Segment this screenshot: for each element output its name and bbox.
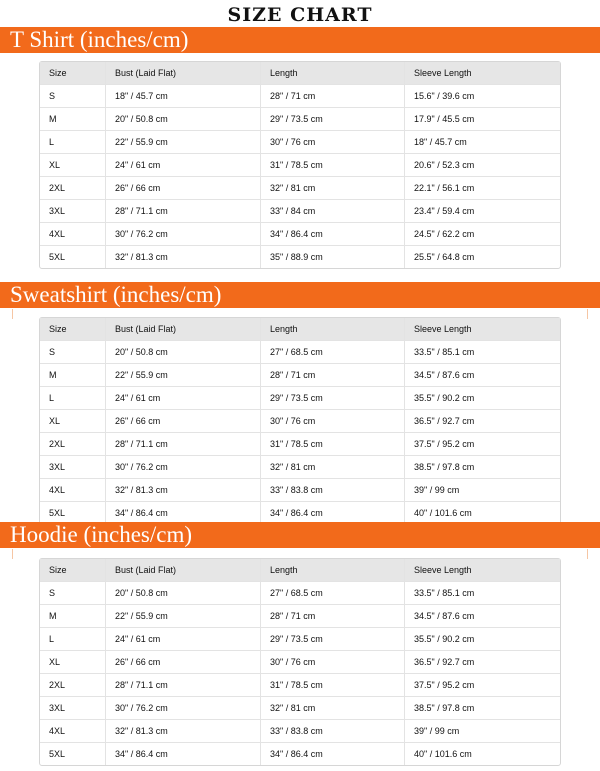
column-header: Sleeve Length [404,318,560,340]
measurement-cell: 34" / 86.4 cm [260,743,404,765]
measurement-cell: 28" / 71.1 cm [105,200,260,222]
divider-tick [587,309,588,319]
measurement-cell: 35.5" / 90.2 cm [404,387,560,409]
measurement-cell: 23.4" / 59.4 cm [404,200,560,222]
measurement-cell: 24" / 61 cm [105,154,260,176]
size-cell: 4XL [49,229,66,239]
table-header-row [40,559,560,582]
measurement-cell: 34" / 86.4 cm [105,743,260,765]
measurement-cell: 33.5" / 85.1 cm [404,582,560,604]
table-row [40,154,560,177]
section-title-hoodie: Hoodie (inches/cm) [10,522,193,547]
measurement-cell: 25.5" / 64.8 cm [404,246,560,268]
size-cell: S [49,347,56,357]
measurement-cell: 32" / 81 cm [260,697,404,719]
size-cell: M [49,114,57,124]
table-row [40,674,560,697]
measurement-cell: 26" / 66 cm [105,651,260,673]
measurement-cell: 30" / 76 cm [260,131,404,153]
measurement-cell: 28" / 71.1 cm [105,433,260,455]
measurement-cell: 35" / 88.9 cm [260,246,404,268]
measurement-cell: 29" / 73.5 cm [260,108,404,130]
measurement-cell: 17.9" / 45.5 cm [404,108,560,130]
table-row [40,479,560,502]
size-cell: XL [49,160,61,170]
measurement-cell: 34" / 86.4 cm [105,502,260,524]
column-header: Length [260,62,404,84]
section-title-tshirt: T Shirt (inches/cm) [10,27,189,52]
measurement-cell: 32" / 81 cm [260,456,404,478]
table-row [40,246,560,268]
measurement-cell: 38.5" / 97.8 cm [404,456,560,478]
table-row [40,720,560,743]
table-row [40,651,560,674]
measurement-cell: 18" / 45.7 cm [404,131,560,153]
size-cell: M [49,370,57,380]
column-header: Size [49,565,67,575]
size-cell: 3XL [49,206,66,216]
table-row [40,433,560,456]
measurement-cell: 28" / 71 cm [260,605,404,627]
size-cell: L [49,634,55,644]
measurement-cell: 34.5" / 87.6 cm [404,364,560,386]
table-row [40,743,560,765]
measurement-cell: 20" / 50.8 cm [105,341,260,363]
section-title-sweatshirt: Sweatshirt (inches/cm) [10,282,222,307]
size-cell: XL [49,657,61,667]
table-header-row [40,62,560,85]
size-cell: S [49,588,56,598]
table-row [40,177,560,200]
size-cell: XL [49,416,61,426]
size-cell: L [49,393,55,403]
measurement-cell: 31" / 78.5 cm [260,674,404,696]
measurement-cell: 39" / 99 cm [404,479,560,501]
size-cell: 4XL [49,485,66,495]
page-title: SIZE CHART [227,4,373,26]
measurement-cell: 34" / 86.4 cm [260,223,404,245]
table-row [40,200,560,223]
measurement-cell: 26" / 66 cm [105,410,260,432]
table-header-row [40,318,560,341]
measurement-cell: 27" / 68.5 cm [260,582,404,604]
size-cell: 2XL [49,439,66,449]
size-cell: 2XL [49,183,66,193]
column-header: Sleeve Length [404,559,560,581]
table-row [40,364,560,387]
size-table-hoodie [39,558,561,766]
measurement-cell: 36.5" / 92.7 cm [404,651,560,673]
measurement-cell: 24.5" / 62.2 cm [404,223,560,245]
measurement-cell: 26" / 66 cm [105,177,260,199]
measurement-cell: 30" / 76.2 cm [105,456,260,478]
measurement-cell: 32" / 81 cm [260,177,404,199]
table-row [40,605,560,628]
section-band-sweatshirt [0,282,600,308]
measurement-cell: 30" / 76 cm [260,410,404,432]
table-row [40,502,560,524]
table-row [40,108,560,131]
measurement-cell: 24" / 61 cm [105,628,260,650]
size-table-sweatshirt [39,317,561,525]
measurement-cell: 37.5" / 95.2 cm [404,674,560,696]
measurement-cell: 32" / 81.3 cm [105,246,260,268]
measurement-cell: 22" / 55.9 cm [105,364,260,386]
measurement-cell: 40" / 101.6 cm [404,743,560,765]
measurement-cell: 30" / 76.2 cm [105,697,260,719]
measurement-cell: 33" / 83.8 cm [260,720,404,742]
measurement-cell: 38.5" / 97.8 cm [404,697,560,719]
measurement-cell: 28" / 71.1 cm [105,674,260,696]
table-row [40,387,560,410]
measurement-cell: 40" / 101.6 cm [404,502,560,524]
measurement-cell: 32" / 81.3 cm [105,720,260,742]
measurement-cell: 32" / 81.3 cm [105,479,260,501]
table-row [40,582,560,605]
size-cell: 3XL [49,462,66,472]
table-row [40,131,560,154]
measurement-cell: 36.5" / 92.7 cm [404,410,560,432]
measurement-cell: 20.6" / 52.3 cm [404,154,560,176]
column-header: Size [49,324,67,334]
table-row [40,628,560,651]
measurement-cell: 20" / 50.8 cm [105,582,260,604]
size-table-tshirt [39,61,561,269]
table-row [40,341,560,364]
measurement-cell: 28" / 71 cm [260,364,404,386]
column-header: Bust (Laid Flat) [105,559,260,581]
size-cell: 5XL [49,749,66,759]
table-row [40,223,560,246]
measurement-cell: 35.5" / 90.2 cm [404,628,560,650]
column-header: Length [260,559,404,581]
measurement-cell: 33.5" / 85.1 cm [404,341,560,363]
divider-tick [587,549,588,559]
size-cell: 4XL [49,726,66,736]
measurement-cell: 24" / 61 cm [105,387,260,409]
measurement-cell: 15.6" / 39.6 cm [404,85,560,107]
column-header: Bust (Laid Flat) [105,318,260,340]
measurement-cell: 34.5" / 87.6 cm [404,605,560,627]
measurement-cell: 29" / 73.5 cm [260,628,404,650]
size-cell: 2XL [49,680,66,690]
size-cell: S [49,91,56,101]
size-cell: 5XL [49,252,66,262]
column-header: Length [260,318,404,340]
measurement-cell: 31" / 78.5 cm [260,433,404,455]
measurement-cell: 34" / 86.4 cm [260,502,404,524]
section-band-hoodie [0,522,600,548]
column-header: Size [49,68,67,78]
table-row [40,410,560,433]
measurement-cell: 33" / 83.8 cm [260,479,404,501]
measurement-cell: 22" / 55.9 cm [105,605,260,627]
size-cell: 5XL [49,508,66,518]
column-header: Bust (Laid Flat) [105,62,260,84]
size-cell: L [49,137,55,147]
measurement-cell: 28" / 71 cm [260,85,404,107]
measurement-cell: 27" / 68.5 cm [260,341,404,363]
measurement-cell: 20" / 50.8 cm [105,108,260,130]
measurement-cell: 29" / 73.5 cm [260,387,404,409]
measurement-cell: 22.1" / 56.1 cm [404,177,560,199]
measurement-cell: 30" / 76 cm [260,651,404,673]
divider-tick [12,549,13,559]
measurement-cell: 30" / 76.2 cm [105,223,260,245]
size-cell: 3XL [49,703,66,713]
table-row [40,697,560,720]
table-row [40,85,560,108]
size-cell: M [49,611,57,621]
measurement-cell: 37.5" / 95.2 cm [404,433,560,455]
section-band-tshirt [0,27,600,53]
table-row [40,456,560,479]
measurement-cell: 33" / 84 cm [260,200,404,222]
measurement-cell: 39" / 99 cm [404,720,560,742]
measurement-cell: 18" / 45.7 cm [105,85,260,107]
divider-tick [12,309,13,319]
measurement-cell: 31" / 78.5 cm [260,154,404,176]
column-header: Sleeve Length [404,62,560,84]
measurement-cell: 22" / 55.9 cm [105,131,260,153]
